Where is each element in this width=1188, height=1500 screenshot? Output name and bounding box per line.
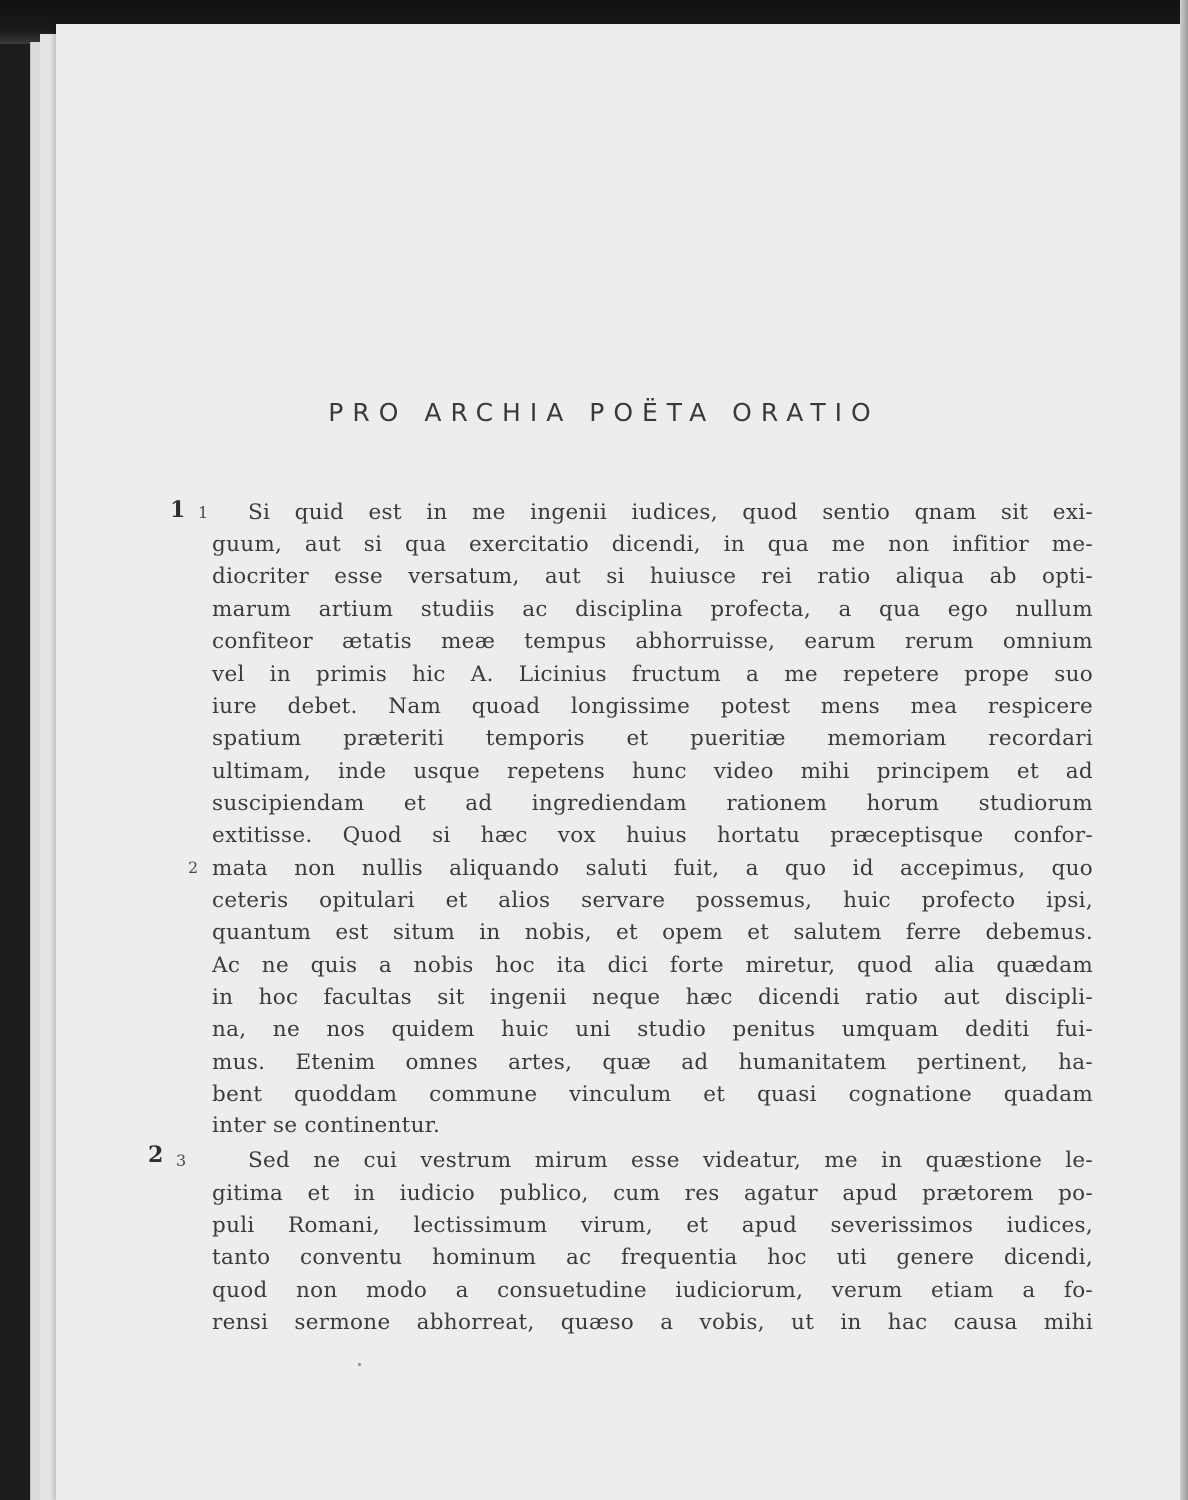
text-line: bent quoddam commune vinculum et quasi cognatione quadam bbox=[212, 1082, 1093, 1107]
text-line: na, ne nos quidem huic uni studio penitus umquam dediti fui- bbox=[212, 1017, 1093, 1042]
text-line: spatium præteriti temporis et pueritiæ memoriam recordari bbox=[212, 726, 1093, 751]
text-line: vel in primis hic A. Licinius fructum a me repetere prope suo bbox=[212, 662, 1093, 687]
section-number: 2 bbox=[188, 858, 199, 877]
chapter-number: 2 bbox=[148, 1142, 164, 1168]
text-line: Sed ne cui vestrum mirum esse videatur, me in quæstione le- bbox=[248, 1148, 1093, 1173]
text-line: mata non nullis aliquando saluti fuit, a quo id accepimus, quo bbox=[212, 856, 1093, 881]
text-line: marum artium studiis ac disciplina profecta, a qua ego nullum bbox=[212, 597, 1093, 622]
chapter-number: 1 bbox=[170, 497, 186, 523]
text-line: tanto conventu hominum ac frequentia hoc uti genere dicendi, bbox=[212, 1245, 1093, 1270]
text-line: Si quid est in me ingenii iudices, quod sentio qnam sit exi- bbox=[248, 500, 1093, 525]
text-line: ceteris opitulari et alios servare possemus, huic profecto ipsi, bbox=[212, 888, 1093, 913]
text-line: inter se continentur. bbox=[212, 1113, 441, 1138]
text-line: gitima et in iudicio publico, cum res agatur apud prætorem po- bbox=[212, 1181, 1093, 1206]
section-number: 1 bbox=[198, 503, 209, 522]
text-line: puli Romani, lectissimum virum, et apud severissimos iudices, bbox=[212, 1213, 1093, 1238]
text-line: ultimam, inde usque repetens hunc video mihi principem et ad bbox=[212, 759, 1093, 784]
text-line: Ac ne quis a nobis hoc ita dici forte miretur, quod alia quædam bbox=[212, 953, 1093, 978]
page-title: PRO ARCHIA POËTA ORATIO bbox=[328, 398, 880, 427]
text-line: diocriter esse versatum, aut si huiusce rei ratio aliqua ab opti- bbox=[212, 564, 1093, 589]
text-line: guum, aut si qua exercitatio dicendi, in qua me non infitior me- bbox=[212, 532, 1093, 557]
text-line: quantum est situm in nobis, et opem et salutem ferre debemus. bbox=[212, 920, 1093, 945]
text-line: suscipiendam et ad ingrediendam rationem horum studiorum bbox=[212, 791, 1093, 816]
text-line: confiteor ætatis meæ tempus abhorruisse, earum rerum omnium bbox=[212, 629, 1093, 654]
text-line: extitisse. Quod si hæc vox huius hortatu præceptisque confor- bbox=[212, 823, 1093, 848]
text-line: mus. Etenim omnes artes, quæ ad humanitatem pertinent, ha- bbox=[212, 1050, 1093, 1075]
section-number: 3 bbox=[176, 1151, 187, 1170]
text-line: rensi sermone abhorreat, quæso a vobis, ut in hac causa mihi bbox=[212, 1310, 1093, 1335]
text-line: iure debet. Nam quoad longissime potest mens mea respicere bbox=[212, 694, 1093, 719]
paper-speck bbox=[358, 1363, 361, 1366]
text-line: in hoc facultas sit ingenii neque hæc dicendi ratio aut discipli- bbox=[212, 985, 1093, 1010]
text-line: quod non modo a consuetudine iudiciorum, verum etiam a fo- bbox=[212, 1278, 1093, 1303]
